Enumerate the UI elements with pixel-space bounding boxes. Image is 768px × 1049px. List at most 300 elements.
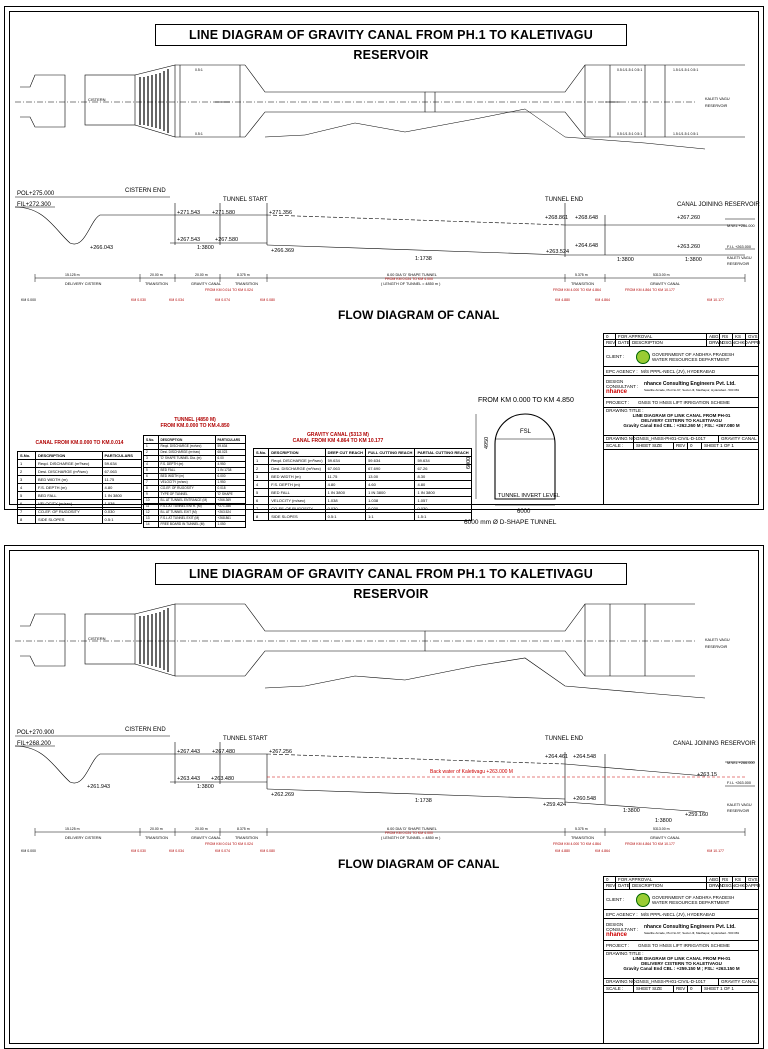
revision-designed: RS xyxy=(720,877,733,882)
chainage-segment: TRANSITION xyxy=(235,282,258,286)
table-row xyxy=(144,522,246,528)
profile-level: +267.480 xyxy=(212,749,236,755)
tunnel-table-subtitle: FROM KM.0.000 TO KM.4.850 xyxy=(160,423,230,429)
table-cell: BED FALL xyxy=(269,489,325,497)
revision-header-row xyxy=(604,883,759,890)
chainage-km: KM 0.074 xyxy=(215,849,230,853)
table-cell: Desi. DISCHARGE (m³/sec) xyxy=(269,465,325,473)
chainage-km: KM 0.034 xyxy=(169,298,184,302)
table-cell: 12 xyxy=(144,510,159,516)
table-cell: 8.30 xyxy=(415,473,471,481)
table-cell: CO-EF. OF RUGOSITY xyxy=(269,505,325,513)
chainage-range: FROM KM 4.864 TO KM 10.177 xyxy=(625,288,675,292)
table-cell: 6 xyxy=(18,500,36,508)
plan-slope-label: 0.5:1 xyxy=(195,68,203,72)
table-cell: 67.690 xyxy=(366,465,415,473)
table-cell: 13 xyxy=(144,516,159,522)
revision-approved: GVS xyxy=(748,334,758,339)
designed-header: DSGN xyxy=(722,340,736,345)
table-row xyxy=(254,505,472,513)
table-row xyxy=(18,492,142,500)
table-cell: 1 IN 3800 xyxy=(366,489,415,497)
table-row xyxy=(18,476,142,484)
table-header: PARTICULARS xyxy=(102,452,141,460)
chainage-segment: GRAVITY CANAL xyxy=(191,282,222,286)
table-cell: VELOCITY (m/sec) xyxy=(269,497,325,505)
chainage-segment: TRANSITION xyxy=(235,836,258,840)
table-cell: 0.018 xyxy=(215,486,245,492)
profile-level: +266.043 xyxy=(90,245,114,251)
table-cell: 5 xyxy=(254,489,269,497)
tunnel-section-invert: TUNNEL INVERT LEVEL xyxy=(498,493,560,499)
drawing-title-row xyxy=(604,951,759,979)
table-cell: 0.030 xyxy=(366,505,415,513)
chainage-km: KM 0.000 xyxy=(21,298,36,302)
sheet-title: LINE DIAGRAM OF GRAVITY CANAL FROM PH.1 TO KALETIVAGU RESERVOIR xyxy=(155,24,627,46)
table-row xyxy=(254,465,472,473)
drawing-no-label: DRAWING NO. : xyxy=(606,436,640,441)
tunnel-section-height: 6000 xyxy=(466,456,472,469)
gravity-canal-parameters-table xyxy=(253,448,472,521)
checked-header: CHKD xyxy=(735,340,748,345)
rev-value: 0 xyxy=(688,986,702,992)
epc-row xyxy=(604,367,759,376)
table-header: PARTIAL CUTTING REACH xyxy=(415,449,471,457)
chainage-segment: TRANSITION xyxy=(571,282,594,286)
table-header-row xyxy=(144,436,246,444)
chainage-segment: TRANSITION xyxy=(145,282,168,286)
table-cell: Reqd. DISCHARGE (m³/sec) xyxy=(269,457,325,465)
chainage-length: 20.00 m xyxy=(150,827,163,831)
chainage-km: KM 0.000 xyxy=(21,849,36,853)
gravity-table-title: GRAVITY CANAL (5313 M) xyxy=(307,432,369,438)
drawing-category: GRAVITY CANAL xyxy=(719,979,759,985)
gravity-table-subtitle: CANAL FROM KM 4.864 TO KM 10.177 xyxy=(292,438,384,444)
revision-number: 0 xyxy=(604,877,616,882)
chainage-km: KM 4.864 xyxy=(595,298,610,302)
table-row xyxy=(18,516,142,524)
table-cell: 7 xyxy=(18,508,36,516)
table-cell: 1 IN 3800 xyxy=(102,492,141,500)
table-cell: 11.75 xyxy=(102,476,141,484)
chainage-segment: ( LENGTH OF TUNNEL = 4850 m ) xyxy=(381,282,441,286)
table-header-row xyxy=(18,452,142,460)
table-cell: F.S.L AT TUNNEL EXIT (M) xyxy=(158,516,215,522)
tunnel-parameters-table xyxy=(143,435,246,528)
table-cell: CO-EF. OF RUGOSITY xyxy=(35,508,102,516)
drawing-title-line: DELIVERY CISTERN TO KALETIVAGU xyxy=(641,961,722,966)
profile-reservoir: RESERVOIR xyxy=(727,809,750,813)
nhance-logo: nhance xyxy=(606,388,628,395)
table-header-row xyxy=(254,449,472,457)
consultant-row xyxy=(604,376,759,398)
table-row xyxy=(18,500,142,508)
table-cell: 6 xyxy=(144,474,159,480)
designed-header: DSGN xyxy=(722,883,736,888)
sheet-count: SHEET 1 OF 1 xyxy=(702,986,759,992)
table-row xyxy=(18,460,142,468)
table-cell: Desi. DISCHARGE (m³/sec) xyxy=(158,450,215,456)
table-cell: 7 xyxy=(144,480,159,486)
revision-designed: RS xyxy=(720,334,733,339)
table-row xyxy=(254,513,472,521)
table-row xyxy=(18,468,142,476)
drawing-number-row xyxy=(604,979,759,986)
table-cell: 0.5:1 xyxy=(325,513,366,521)
client-name: GOVERNMENT OF ANDHRA PRADESH WATER RESOURCES DEPARTMENT xyxy=(652,894,735,905)
chainage-length: 15.125 m xyxy=(65,827,80,831)
profile-level: +271.543 xyxy=(177,210,201,216)
table-cell: 1.038 xyxy=(325,497,366,505)
sheet-size: SHEET SIZE xyxy=(634,986,674,992)
chainage-length: 20.00 m xyxy=(150,273,163,277)
chainage-length: 5313.00 m xyxy=(653,827,670,831)
project-row xyxy=(604,941,759,951)
table-cell: BED WIDTH (m) xyxy=(158,474,215,480)
table-cell: Desi. DISCHARGE (m³/sec) xyxy=(35,468,102,476)
profile-cistern-end: CISTERN END xyxy=(125,727,166,733)
profile-canal-joining: CANAL JOINING RESERVOIR xyxy=(677,202,760,208)
table-cell: 67.063 xyxy=(325,465,366,473)
description-header: DESCRIPTION xyxy=(630,340,707,346)
chainage-range: FROM KM 0.024 TO KM 4.000 xyxy=(385,831,433,835)
drawing-title-label: DRAWING TITLE : xyxy=(606,408,644,413)
revision-description: FOR APPROVAL xyxy=(616,334,707,339)
drawing-sheet-2 xyxy=(4,545,764,1049)
plan-view xyxy=(5,596,765,706)
chainage-km: KM 0.030 xyxy=(131,849,146,853)
sheet-size: SHEET SIZE xyxy=(634,443,674,449)
profile-reservoir: RESERVOIR xyxy=(727,262,750,266)
table-cell: 0.5:1 xyxy=(102,516,141,524)
profile-canal-joining: CANAL JOINING RESERVOIR xyxy=(673,741,756,747)
profile-mwl: M.W.L +266.000 xyxy=(727,224,755,228)
chainage-length: 8.375 m xyxy=(237,273,250,277)
chainage-length: 8.375 m xyxy=(237,827,250,831)
profile-kaletivagu: KALETI VAGU xyxy=(727,256,752,260)
chainage-range: FROM KM 0.014 TO KM 0.024 xyxy=(205,288,253,292)
table-cell: 4.80 xyxy=(325,481,366,489)
table-header: PARTICULARS xyxy=(215,436,245,444)
plan-kaletivagu-label: KALETI VAGU xyxy=(705,97,730,101)
table-cell: 2 xyxy=(144,450,159,456)
table-cell: 1.057 xyxy=(415,497,471,505)
chainage-length: 5.375 m xyxy=(575,827,588,831)
scale-label: SCALE : xyxy=(604,443,634,449)
profile-fil-reservoir: F.I.L +263.000 xyxy=(727,245,752,249)
profile-slope: 1:3800 xyxy=(623,808,640,814)
project-name: GNSS TO HNSS LIFT IRRIGATION SCHEME xyxy=(638,943,730,948)
table-cell: 59.634 xyxy=(102,460,141,468)
profile-slope: 1:3800 xyxy=(685,257,702,263)
drawing-number: GNSS_HNSS-PH01-CIVIL-D-1017 xyxy=(634,436,719,442)
table-cell: SIDE SLOPES xyxy=(35,516,102,524)
chainage-length: 5313.00 m xyxy=(653,273,670,277)
epc-agency: M/S PPPL-NECL (JV), HYDERABAD xyxy=(641,368,716,374)
plan-slope-label: 0.5:1/1.5:1 0.5:1 xyxy=(617,132,643,136)
table-cell: 6 xyxy=(254,497,269,505)
nhance-logo: nhance xyxy=(606,931,628,938)
drawing-sheet-1 xyxy=(4,6,764,526)
chainage-segment: GRAVITY CANAL xyxy=(191,836,222,840)
chainage-length: 15.125 m xyxy=(65,273,80,277)
scale-label: SCALE : xyxy=(604,986,634,992)
profile-slope: 1:3800 xyxy=(617,257,634,263)
table-cell: CO-EF. OF RUGOSITY xyxy=(158,486,215,492)
rev-label: REV : xyxy=(676,443,688,448)
table-cell: VELOCITY (m/sec) xyxy=(158,480,215,486)
table-cell: F.S.L AT TUNNEL ENTR. (M) xyxy=(158,504,215,510)
revision-approved: GVS xyxy=(748,877,758,882)
table-cell: 'D' SHAPE TUNNEL Dia. (m) xyxy=(158,456,215,462)
rev-header: REV xyxy=(606,340,616,345)
plan-slope-label: 1.5:1/1.5:1 0.5:1 xyxy=(673,132,699,136)
consultant-row xyxy=(604,919,759,941)
plan-reservoir-label: RESERVOIR xyxy=(705,645,728,649)
table-cell: 59.634 xyxy=(215,444,245,450)
table-cell: 0.030 xyxy=(102,508,141,516)
profile-level: +268.861 xyxy=(545,215,569,221)
table-cell: TYPE OF TUNNEL xyxy=(158,492,215,498)
profile-tunnel-end: TUNNEL END xyxy=(545,197,584,203)
drawing-number: GNSS_HNSS-PH01-CIVIL-D-1017 xyxy=(634,979,719,985)
tunnel-section-width: 6000 xyxy=(517,509,531,515)
table-cell: 10 xyxy=(144,498,159,504)
table-cell: 1 IN 3800 xyxy=(415,489,471,497)
drawn-header: DRWN xyxy=(709,340,723,345)
table-row xyxy=(18,508,142,516)
rev-header: REV xyxy=(606,883,616,888)
profile-level: +267.256 xyxy=(269,749,293,755)
revision-drawn: ABG xyxy=(709,877,719,882)
description-header: DESCRIPTION xyxy=(630,883,707,889)
drawing-title-line: Gravity Canal End CBL : +262.260 M ; FSL: +267.080 M xyxy=(623,423,740,428)
longitudinal-profile xyxy=(5,185,765,305)
table-cell: 59.634 xyxy=(366,457,415,465)
plan-view xyxy=(5,57,765,157)
table-cell: BED FALL xyxy=(158,468,215,474)
table-header: DESCRIPTION xyxy=(269,449,325,457)
table-cell: 59.634 xyxy=(415,457,471,465)
profile-level: +268.648 xyxy=(575,215,599,221)
checked-header: CHKD xyxy=(735,883,748,888)
revision-description: FOR APPROVAL xyxy=(616,877,707,882)
drawing-title-line: Gravity Canal End CBL : +259.150 M ; FSL: +263.150 M xyxy=(623,966,740,971)
table-cell: 3 xyxy=(254,473,269,481)
chainage-range: FROM KM 4.000 TO KM 4.864 xyxy=(553,842,601,846)
table-cell: +271.356 xyxy=(215,504,245,510)
table-cell: F.S. DEPTH (m) xyxy=(35,484,102,492)
consultant-info: nhance Consulting Engineers Pvt. Ltd. Satellite Arcade, Plot No.97, Sector-III, Madhapur, Hyderabad - 500 081 xyxy=(644,923,740,935)
chainage-range: FROM KM 4.864 TO KM 10.177 xyxy=(625,842,675,846)
chainage-range: FROM KM 0.014 TO KM 0.024 xyxy=(205,842,253,846)
project-label: PROJECT : xyxy=(606,400,630,405)
scale-row xyxy=(604,986,759,993)
plan-cistern-label: CISTERN xyxy=(88,636,106,641)
table-row xyxy=(254,473,472,481)
approved-header: APPD xyxy=(748,883,761,888)
table-cell: BED WIDTH (m) xyxy=(269,473,325,481)
table-cell: 1 IN 1738 xyxy=(215,468,245,474)
table-row xyxy=(254,481,472,489)
table-cell: 14 xyxy=(144,522,159,528)
profile-cistern-end: CISTERN END xyxy=(125,188,166,194)
title-block xyxy=(603,333,759,504)
tunnel-section-chainage: FROM KM 0.000 TO KM 4.850 xyxy=(478,397,574,404)
table-header: S.No. xyxy=(18,452,36,460)
table-cell: 8 xyxy=(18,516,36,524)
table-cell: Reqd. DISCHARGE (m³/sec) xyxy=(35,460,102,468)
table-cell: B.L AT TUNNEL ENTRANCE (M) xyxy=(158,498,215,504)
drawing-number-row xyxy=(604,436,759,443)
canal-parameters-table xyxy=(17,451,142,524)
table-cell: 67.063 xyxy=(102,468,141,476)
chainage-segment: DELIVERY CISTERN xyxy=(65,836,102,840)
table-cell: +266.369 xyxy=(215,498,245,504)
chainage-range: FROM KM 4.000 TO KM 4.864 xyxy=(553,288,601,292)
profile-fil-label: FIL+268.200 xyxy=(17,741,51,747)
plan-kaletivagu-label: KALETI VAGU xyxy=(705,638,730,642)
sheet-title: LINE DIAGRAM OF GRAVITY CANAL FROM PH.1 TO KALETIVAGU RESERVOIR xyxy=(155,563,627,585)
rev-label: REV : xyxy=(676,986,688,991)
table-cell: 4.80 xyxy=(102,484,141,492)
chainage-segment: 6.00 DIA 'D' SHAPE TUNNEL xyxy=(387,273,437,277)
chainage-km: KM 4.880 xyxy=(555,849,570,853)
table-cell: SIDE SLOPES xyxy=(269,513,325,521)
flow-diagram-title: FLOW DIAGRAM OF CANAL xyxy=(338,857,500,871)
profile-mwl: M.W.L +266.000 xyxy=(727,761,755,765)
table-header: DESCRIPTION xyxy=(158,436,215,444)
profile-tunnel-end: TUNNEL END xyxy=(545,736,584,742)
table-cell: 8 xyxy=(144,486,159,492)
table-cell: 1.950 xyxy=(215,480,245,486)
profile-fil-reservoir: F.I.L +263.000 xyxy=(727,781,752,785)
chainage-segment: GRAVITY CANAL xyxy=(650,282,681,286)
table-cell: BED WIDTH (m) xyxy=(35,476,102,484)
consultant-label-group: DESIGN CONSULTANT : nhance xyxy=(606,921,639,938)
chainage-km: KM 0.080 xyxy=(260,849,275,853)
profile-pol-label: POL+275.000 xyxy=(17,191,55,197)
table-cell: 0.030 xyxy=(415,505,471,513)
profile-slope: 1:1738 xyxy=(415,256,432,262)
profile-level: +260.548 xyxy=(573,796,597,802)
table-cell: F.S. DEPTH (m) xyxy=(269,481,325,489)
client-row xyxy=(604,347,759,367)
table-cell: 2 xyxy=(254,465,269,473)
profile-tunnel-start: TUNNEL START xyxy=(223,197,268,203)
date-header: DATE xyxy=(618,883,630,888)
consultant-info: nhance Consulting Engineers Pvt. Ltd. Satellite Arcade, Plot No.97, Sector-III, Madhapur, Hyderabad - 500 081 xyxy=(644,380,740,392)
tunnel-section-caption: 6000 mm Ø D-SHAPE TUNNEL xyxy=(464,519,557,526)
table-cell: F.S. DEPTH (m) xyxy=(158,462,215,468)
table-row xyxy=(18,484,142,492)
title-block xyxy=(603,876,759,1043)
plan-slope-label: 1.5:1/1.5:1 0.5:1 xyxy=(673,68,699,72)
table-cell: 5 xyxy=(18,492,36,500)
approved-header: APPD xyxy=(748,340,761,345)
epc-row xyxy=(604,910,759,919)
table-cell: 1 xyxy=(18,460,36,468)
table-cell: 13.00 xyxy=(366,473,415,481)
chainage-length: 20.00 m xyxy=(195,273,208,277)
profile-level: +267.543 xyxy=(177,237,201,243)
table-cell: 6.000 xyxy=(215,474,245,480)
profile-slope: 1:3800 xyxy=(197,245,214,251)
table-header: DESCRIPTION xyxy=(35,452,102,460)
project-row xyxy=(604,398,759,408)
table-cell: 1 xyxy=(254,457,269,465)
chainage-segment: 6.00 DIA 'D' SHAPE TUNNEL xyxy=(387,827,437,831)
sheet-count: SHEET 1 OF 1 xyxy=(702,443,759,449)
drawing-category: GRAVITY CANAL xyxy=(719,436,759,442)
flow-diagram-title: FLOW DIAGRAM OF CANAL xyxy=(338,308,500,322)
table-cell: 8 xyxy=(254,513,269,521)
backwater-label: Back water of Kaletivagu +263.000 M xyxy=(430,769,513,775)
table-cell: 5 xyxy=(144,468,159,474)
table-header: S.No. xyxy=(254,449,269,457)
table-cell: 3 xyxy=(18,476,36,484)
profile-level: +267.580 xyxy=(215,237,239,243)
profile-level: +263.15 xyxy=(697,772,718,778)
chainage-km: KM 10.177 xyxy=(707,849,724,853)
chainage-segment: GRAVITY CANAL xyxy=(650,836,681,840)
client-label: CLIENT : xyxy=(606,354,625,359)
table-cell: VELOCITY (m/sec) xyxy=(35,500,102,508)
drawing-title-row xyxy=(604,408,759,436)
table-cell: 1.050 xyxy=(215,522,245,528)
table-cell: 4 xyxy=(144,462,159,468)
table-cell: 67.26 xyxy=(415,465,471,473)
profile-level: +263.480 xyxy=(211,776,235,782)
profile-level: +264.548 xyxy=(573,754,597,760)
scale-row xyxy=(604,443,759,450)
profile-level: +261.943 xyxy=(87,784,111,790)
table-header: DEEP CUT REACH xyxy=(325,449,366,457)
table-cell: 4 xyxy=(254,481,269,489)
table-cell: 1 xyxy=(144,444,159,450)
table-header: S.No. xyxy=(144,436,159,444)
table-row xyxy=(254,457,472,465)
longitudinal-profile xyxy=(5,724,765,854)
chainage-length: 5.375 m xyxy=(575,273,588,277)
drawing-no-label: DRAWING NO. : xyxy=(606,979,640,984)
chainage-length: 20.00 m xyxy=(195,827,208,831)
table-cell: BED FALL xyxy=(35,492,102,500)
client-label: CLIENT : xyxy=(606,897,625,902)
revision-checked: KS xyxy=(733,334,746,339)
table-cell: FREE BOARD IN TUNNEL (M) xyxy=(158,522,215,528)
table-cell: 4.80 xyxy=(415,481,471,489)
table-cell: 0.030 xyxy=(325,505,366,513)
chainage-km: KM 10.177 xyxy=(707,298,724,302)
chainage-segment: TRANSITION xyxy=(571,836,594,840)
table-cell: 'D' SHAPE xyxy=(215,492,245,498)
client-name: GOVERNMENT OF ANDHRA PRADESH WATER RESOURCES DEPARTMENT xyxy=(652,351,735,362)
chainage-segment: TRANSITION xyxy=(145,836,168,840)
rev-value: 0 xyxy=(688,443,702,449)
table-cell: 59.634 xyxy=(325,457,366,465)
table-row xyxy=(254,497,472,505)
table-header: FULL CUTTING REACH xyxy=(366,449,415,457)
table-cell: 68.023 xyxy=(215,450,245,456)
profile-level: +264.461 xyxy=(545,754,569,760)
table-cell: 1:1 xyxy=(366,513,415,521)
table-cell: 1.5:1 xyxy=(415,513,471,521)
table-cell: 3 xyxy=(144,456,159,462)
epc-label: EPC AGENCY : xyxy=(606,911,638,917)
profile-slope: 1:3800 xyxy=(655,818,672,824)
chainage-segment: ( LENGTH OF TUNNEL = 4850 m ) xyxy=(381,836,441,840)
